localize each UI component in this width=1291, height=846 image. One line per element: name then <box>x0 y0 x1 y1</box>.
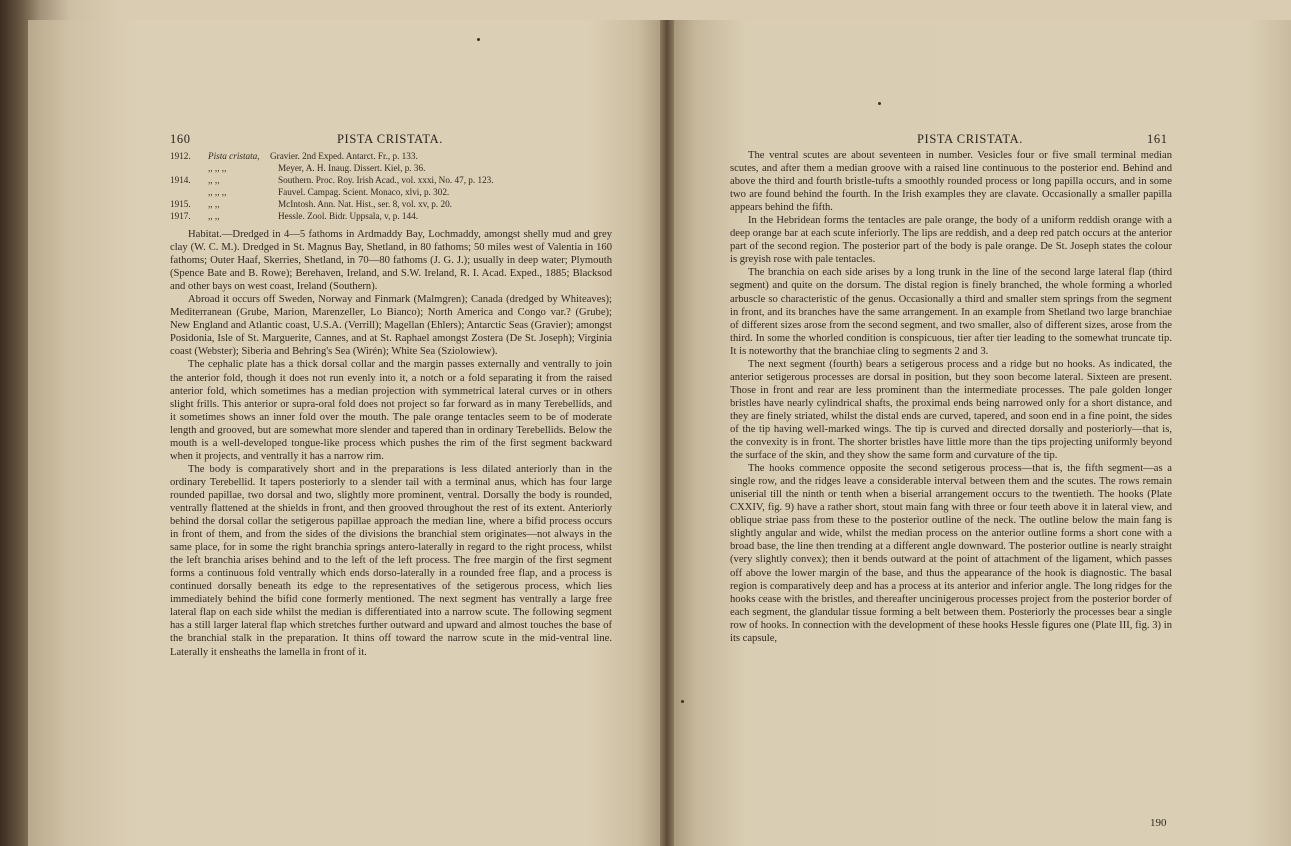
reference-list <box>170 150 494 222</box>
reference-text: McIntosh. Ann. Nat. Hist., ser. 8, vol. xv, p. 20. <box>278 199 452 209</box>
colour-paragraph: In the Hebridean forms the tentacles are pale orange, the body of a uniform reddish orange with a deep orange bar at each scute inferiorly. The lips are reddish, and a deep red patch occurs at the anterior part of the second region. The posterior part of the body is pale orange. De St. Joseph states the colour is greyish rose with pale tentacles. <box>730 215 1172 266</box>
reference-ditto: ,, ,, ,, <box>208 187 227 197</box>
branchia-paragraph: The branchia on each side arises by a long trunk in the line of the second large lateral flap (third segment) and quite on the dorsum. The distal region is finely branched, the whole forming a whorled arbuscle so characteristic of the genus. Occasionally a third and smaller stem springs from the segment in front, and its branches have the same arrangement. In an example from Shetland two large branchiae of different sizes arose from the second segment, and two smaller, also of different sizes, arose from the third. In some the whorled condition is conspicuous, tier after tier leading to the somewhat truncate tip. It is noteworthy that the branchiae cling to segments 2 and 3. <box>730 267 1172 357</box>
reference-year <box>170 186 200 198</box>
cephalic-plate-paragraph: The cephalic plate has a thick dorsal collar and the margin passes externally and ventrally to join the anterior fold, though it does not run evenly into it, a notch or a fold separating it from the raised anterior fold, which sometimes has a median projection with symmetrical lateral curves or in others slight frills. This anterior or supra-oral fold does not project so far forward as in many Terebellids, and it sometimes shows an inner fold over the mouth. The pale orange tentacles seem to be of moderate length and grooved, but are somewhat more slender and tapered than in ordinary Terebellids. Below the mouth is a well-developed tongue-like process which pushes the rim of the first segment backward when it projects, and ventrally it has a narrow rim. <box>170 359 612 462</box>
paper-speck <box>681 700 684 703</box>
reference-text: Meyer, A. H. Inaug. Dissert. Kiel, p. 36. <box>278 163 426 173</box>
paper-speck <box>878 102 881 105</box>
ventral-scutes-paragraph: The ventral scutes are about seventeen in number. Vesicles four or five small terminal median scutes, and after them a median groove with a raised line continuous to the posterior end. Behind and above the third and fourth bristle-tufts a smoothly rounded process or long papilla occurs, and in some two are found behind the fourth. In the Irish examples they are clavate. Occasionally a smaller papilla appears behind the fifth. <box>730 150 1172 214</box>
reference-year: 1914. <box>170 175 191 185</box>
hooks-paragraph: The hooks commence opposite the second setigerous process—that is, the fifth segment—as a single row, and the ridges leave a considerable interval between them and the scutes. The rows remain uniserial till the ninth or tenth when a biserial arrangement occurs to the twentieth. The hooks (Plate CXXIV, fig. 9) have a rather short, stout main fang with three or four teeth above it in lateral view, and oblique striae pass from these to the posterior outline of the neck. The outline below the main fang is slightly angular and wide, whilst the median process on the anterior outline forms a short cone with a broad base, the line then trending at a different angle downward. The posterior outline is nearly straight (very slightly convex); then it bends outward at the point of attachment of the ligament, which passes off above the lower margin of the base, and thus the appearance of the hook is diagnostic. The basal region is comparatively deep and has a process at its anterior and inferior angle. The long ridges for the hooks cease with the bristles, and thereafter uncinigerous processes project from the posterior border of each segment, the glandular tissue forming a belt between them. Posteriorly the processes bear a single row of hooks. In connection with the development of these hooks Hessle figures one (Plate III, fig. 3) in its capsule, <box>730 463 1172 644</box>
reference-year: 1915. <box>170 199 191 209</box>
reference-ditto: ,, ,, <box>208 199 220 209</box>
reference-year: 1917. <box>170 211 191 221</box>
reference-entry <box>170 162 494 174</box>
reference-text: Hessle. Zool. Bidr. Uppsala, v, p. 144. <box>278 211 419 221</box>
habitat-paragraph: Habitat.—Dredged in 4—5 fathoms in Ardmaddy Bay, Lochmaddy, amongst shelly mud and grey clay (W. C. M.). Dredged in St. Magnus Bay, Shetland, in 80 fathoms; 50 miles west of Valentia in 160 fathoms; Outer Haaf, Skerries, Shetland, in 70—80 fathoms (J. G. J.); usually in deep water; Plymouth (Spence Bate and B. Rowe); Berehaven, Ireland, and S.W. Ireland, R. I. Acad. Exped., 1885; Blacksod and other bays on west coast, Ireland (Southern). <box>170 229 612 293</box>
left-running-head: PISTA CRISTATA. <box>337 132 444 146</box>
reference-ditto: ,, ,, ,, <box>208 163 227 173</box>
right-running-head: PISTA CRISTATA. <box>917 132 1024 146</box>
body-description-paragraph: The body is comparatively short and in the preparations is less dilated anteriorly than in the ordinary Terebellid. It tapers posteriorly to a slender tail with a terminal anus, which has four large rounded papillae, two dorsal and two, slightly more prominent, ventral. Dorsally the body is rounded, ventrally flattened at the shields in front, and then grooved throughout the rest of its extent. Anteriorly behind the dorsal collar the setigerous papillae approach the median line, where a bifid process occurs in front of them, and from the sides of the divisions the branchial stem originates—not always in the same place, for in some the right branchia springs antero-laterally in regard to the right process, whilst the left branchia arises behind and to the left of the left process. The free margin of the first segment forms a continuous fold ventrally which ends dorso-laterally in a rounded free flap, and a process is continued dorsally beneath its edge to the representatives of the setigerous process, which lies immediately behind the bifid cone formerly mentioned. The next segment has ventrally a large free lateral flap on each side whilst the median is differentiated into a narrow scute. The following segment has a still larger lateral flap which stretches further outward and upward and almost touches the base of the branchial stalk in the preparation. It thins off toward the narrow scute in the mid-ventral line. Laterally it ensheaths the lamella in front of it. <box>170 463 612 658</box>
reference-year <box>170 162 200 174</box>
reference-entry <box>170 186 494 198</box>
distribution-paragraph: Abroad it occurs off Sweden, Norway and Finmark (Malmgren); Canada (dredged by Whiteaves); Mediterranean (Grube, Marion, Marenzeller, Lo Bianco); North America and Congo var.? (Grube); New England and Atlantic coast, U.S.A. (Verrill); Magellan (Ehlers); Antarctic Seas (Gravier); amongst Posidonia, Isle of St. Marguerite, Cannes, and at St. Raphael amongst Zostera (De St. Joseph); Virginia coast (Webster); Siberia and Behring's Sea (Wirén); White Sea (Sziolowiew). <box>170 294 612 358</box>
reference-text: Gravier. 2nd Exped. Antarct. Fr., p. 133. <box>270 151 418 161</box>
paper-speck <box>477 38 480 41</box>
right-page-number: 161 <box>1147 132 1168 146</box>
reference-entry <box>170 150 494 162</box>
book-gutter <box>660 20 674 846</box>
reference-text: Fauvel. Campag. Scient. Monaco, xlvi, p. 302. <box>278 187 450 197</box>
reference-ditto: ,, ,, <box>208 175 220 185</box>
left-body-text <box>170 228 612 659</box>
bristles-paragraph: The next segment (fourth) bears a setigerous process and a ridge but no hooks. As indicated, the anterior setigerous processes are dorsal in position, but they soon become lateral. Sixteen are present. Those in front and rear are less prominent than the intermediate processes. The pale golden longer bristles have nearly cylindrical shafts, the proximal ends being narrowed only for a short distance, and they are finely striated, whilst the distal ends are curved, tapered, and soon end in a fine point, the sides of the tip having well-marked wings. The tip is curved and directed dorsally and posteriorly—that is, the convexity is in front. The shorter bristles have little more than the tips projecting uniformly beyond the surface of the skin, and they show the same form and curvature of the tip. <box>730 358 1172 462</box>
reference-text: Southern. Proc. Roy. Irish Acad., vol. xxxi, No. 47, p. 123. <box>278 175 494 185</box>
left-page-number: 160 <box>170 132 191 146</box>
reference-entry <box>170 198 494 210</box>
reference-taxon: Pista cristata, <box>208 151 260 161</box>
reference-year: 1912. <box>170 151 191 161</box>
signature-mark: 190 <box>1150 817 1167 829</box>
right-body-text <box>730 149 1172 645</box>
reference-entry <box>170 174 494 186</box>
reference-entry <box>170 210 494 222</box>
reference-ditto: ,, ,, <box>208 211 220 221</box>
